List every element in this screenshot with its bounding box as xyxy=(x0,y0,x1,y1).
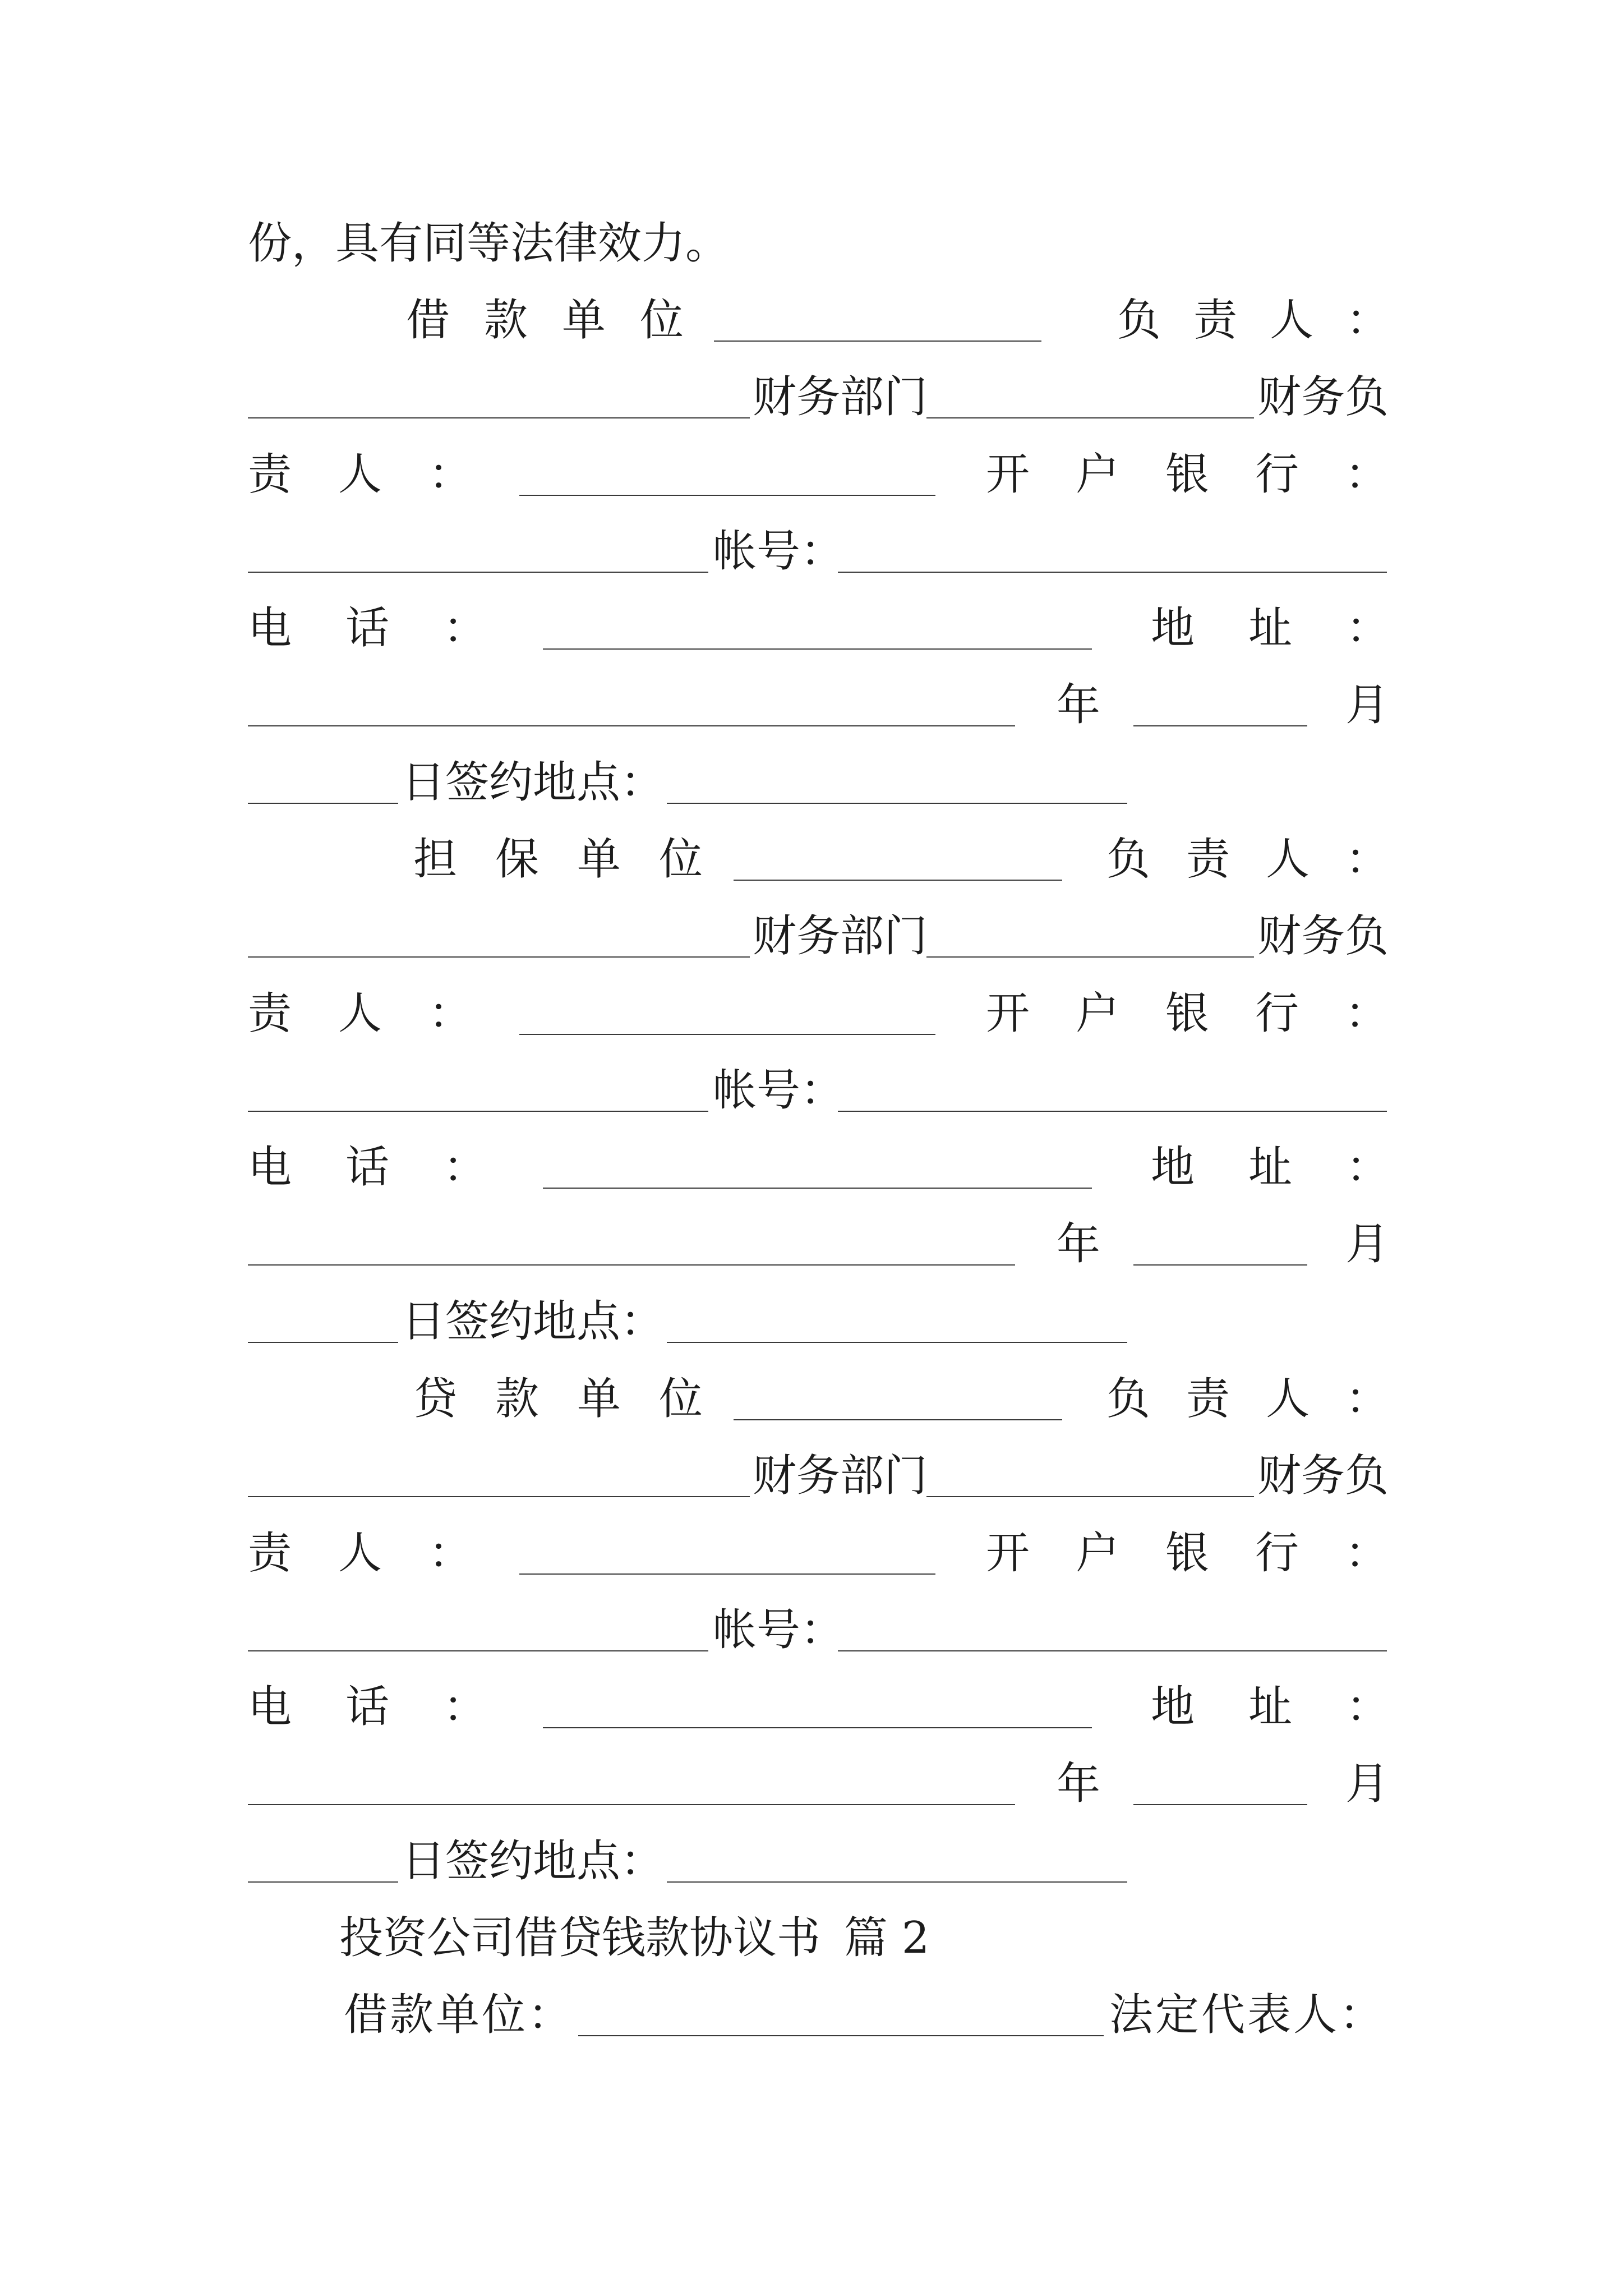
continuation-line xyxy=(0,215,1623,272)
phone-line xyxy=(0,1139,1623,1195)
unit-line xyxy=(0,831,1623,887)
date-line xyxy=(0,1216,1623,1272)
bank-line xyxy=(0,1525,1623,1581)
bank-line xyxy=(0,986,1623,1042)
phone-label: 电话： xyxy=(248,1142,541,1193)
month-blank xyxy=(1133,1264,1307,1266)
month-label: 月 xyxy=(1345,680,1390,730)
next-agreement-borrower-line xyxy=(0,1987,1623,2043)
borrower-signature-block xyxy=(0,292,1623,811)
unit-name-blank xyxy=(734,1419,1062,1420)
unit-name-blank xyxy=(714,341,1041,342)
place-line xyxy=(0,754,1623,811)
unit-line xyxy=(0,1371,1623,1427)
unit-label: 贷款单位 xyxy=(413,1374,741,1424)
finance-head-label-start: 财务负 xyxy=(1257,1451,1389,1501)
place-blank xyxy=(667,803,1127,804)
agreement-title: 投资公司借贷钱款协议书 xyxy=(339,1913,821,1963)
day-blank xyxy=(248,1342,398,1343)
bank-label: 开户银行： xyxy=(986,988,1435,1039)
bank-label: 开户银行： xyxy=(986,449,1435,500)
place-line xyxy=(0,1833,1623,1889)
bank-line xyxy=(0,447,1623,503)
year-label: 年 xyxy=(1057,1219,1101,1269)
account-line xyxy=(0,523,1623,579)
phone-line xyxy=(0,600,1623,656)
finance-head-label-end: 责人： xyxy=(248,449,519,500)
day-blank xyxy=(248,1881,398,1883)
address-year-blank xyxy=(248,1804,1015,1805)
guarantor-signature-block xyxy=(0,831,1623,1350)
account-blank xyxy=(838,1650,1387,1651)
agreement-part-label: 篇 2 xyxy=(844,1913,930,1963)
finance-head-label-end: 责人： xyxy=(248,988,519,1039)
finance-head-blank xyxy=(519,1034,935,1035)
day-place-label: 日签约地点： xyxy=(402,1296,665,1347)
finance-head-label-end: 责人： xyxy=(248,1528,519,1579)
finance-dept-line xyxy=(0,908,1623,964)
finance-head-label-start: 财务负 xyxy=(1257,372,1389,422)
account-blank xyxy=(838,572,1387,573)
finance-dept-label: 财务部门 xyxy=(753,911,928,961)
finance-dept-label: 财务部门 xyxy=(753,1451,928,1501)
responsible-label: 负责人： xyxy=(1106,834,1426,885)
finance-head-blank xyxy=(519,1573,935,1575)
responsible-label: 负责人： xyxy=(1117,295,1423,346)
phone-blank xyxy=(543,1188,1092,1189)
bank-label: 开户银行： xyxy=(986,1528,1435,1579)
finance-dept-label: 财务部门 xyxy=(753,372,928,422)
account-label: 帐号： xyxy=(713,1065,845,1116)
phone-line xyxy=(0,1679,1623,1735)
finance-dept-blank xyxy=(926,417,1254,418)
day-place-label: 日签约地点： xyxy=(402,757,665,808)
finance-dept-blank xyxy=(926,956,1254,958)
place-line xyxy=(0,1294,1623,1350)
month-label: 月 xyxy=(1345,1759,1390,1809)
finance-dept-line xyxy=(0,1448,1623,1504)
bank-blank xyxy=(248,1650,708,1651)
unit-label: 借款单位 xyxy=(406,295,718,346)
unit-label: 担保单位 xyxy=(413,834,741,885)
address-label: 地址： xyxy=(1151,603,1444,654)
bank-blank xyxy=(248,572,708,573)
month-blank xyxy=(1133,1804,1307,1805)
phone-label: 电话： xyxy=(248,603,541,654)
finance-head-blank xyxy=(519,495,935,496)
lender-signature-block xyxy=(0,1371,1623,1889)
date-line xyxy=(0,677,1623,733)
unit-name-blank xyxy=(734,880,1062,881)
legal-rep-label: 法定代表人： xyxy=(1109,1990,1386,2040)
bank-blank xyxy=(248,1111,708,1112)
date-line xyxy=(0,1756,1623,1812)
address-year-blank xyxy=(248,725,1015,726)
address-label: 地址： xyxy=(1151,1142,1444,1193)
unit-line xyxy=(0,292,1623,348)
borrower-blank xyxy=(578,2035,1104,2036)
year-label: 年 xyxy=(1057,1759,1101,1809)
finance-head-label-start: 财务负 xyxy=(1257,911,1389,961)
continuation-text: 份，具有同等法律效力。 xyxy=(248,218,730,269)
day-blank xyxy=(248,803,398,804)
account-line xyxy=(0,1062,1623,1119)
finance-dept-line xyxy=(0,369,1623,425)
phone-blank xyxy=(543,1727,1092,1728)
borrower-label: 借款单位： xyxy=(344,1990,574,2040)
account-label: 帐号： xyxy=(713,1605,845,1655)
place-blank xyxy=(667,1881,1127,1883)
year-label: 年 xyxy=(1057,680,1101,730)
month-label: 月 xyxy=(1345,1219,1390,1269)
address-label: 地址： xyxy=(1151,1682,1444,1732)
responsible-label: 负责人： xyxy=(1106,1374,1426,1424)
responsible-blank xyxy=(248,956,750,958)
account-line xyxy=(0,1602,1623,1658)
month-blank xyxy=(1133,725,1307,726)
finance-dept-blank xyxy=(926,1496,1254,1497)
account-blank xyxy=(838,1111,1387,1112)
phone-label: 电话： xyxy=(248,1682,541,1732)
phone-blank xyxy=(543,648,1092,650)
responsible-blank xyxy=(248,417,750,418)
day-place-label: 日签约地点： xyxy=(402,1836,665,1887)
next-agreement-heading xyxy=(0,1910,1623,1966)
address-year-blank xyxy=(248,1264,1015,1266)
account-label: 帐号： xyxy=(713,526,845,577)
place-blank xyxy=(667,1342,1127,1343)
responsible-blank xyxy=(248,1496,750,1497)
